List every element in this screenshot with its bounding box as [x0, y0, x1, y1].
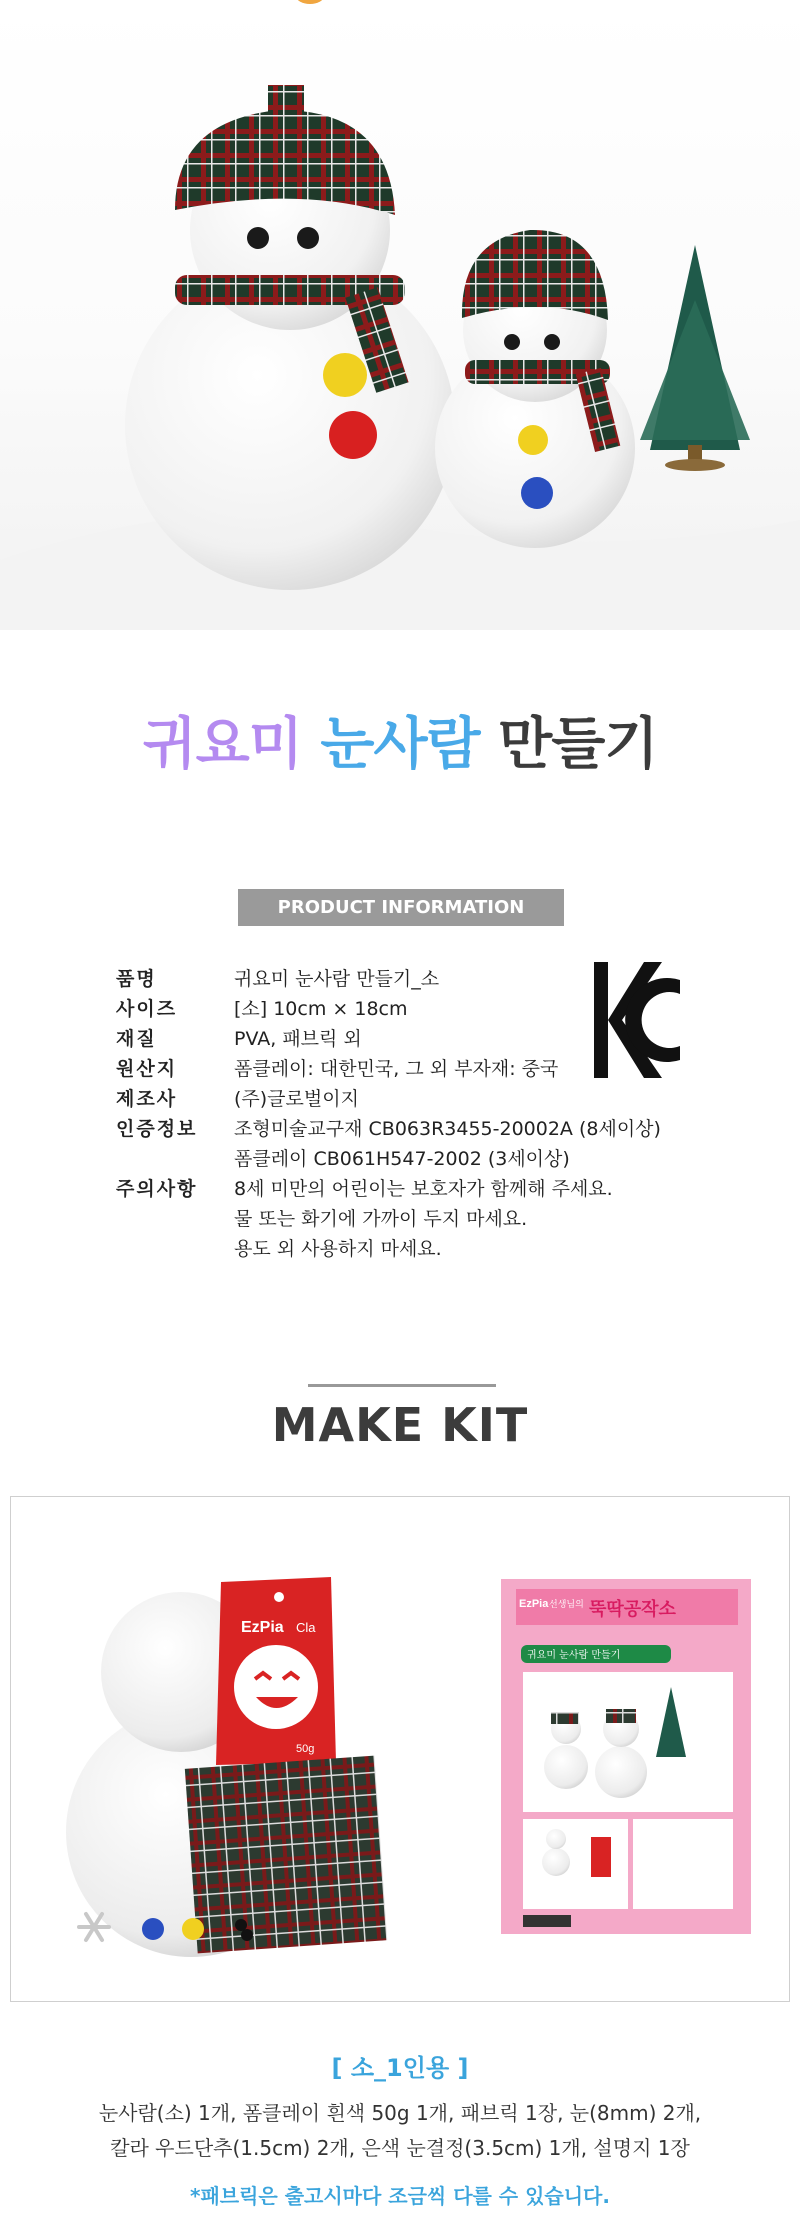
info-row-name: [116, 964, 661, 994]
tree-icon: [640, 245, 750, 471]
blue-button-icon: [142, 1918, 164, 1940]
info-value-line: 8세 미만의 어린이는 보호자가 함께해 주세요.: [234, 1178, 613, 1200]
make-kit-divider: [308, 1384, 496, 1387]
info-value-lines: [234, 1114, 661, 1174]
package-product-name: 귀요미 눈사람 만들기: [527, 1650, 621, 1661]
package-brand: EzPia: [519, 1598, 549, 1610]
title-part-2: 눈사람: [320, 712, 480, 777]
kit-contents-line: 칼라 우드단추(1.5cm) 2개, 은색 눈결정(3.5cm) 1개, 설명지 1장: [110, 2136, 690, 2160]
info-value-line: 조형미술교구재 CB063R3455-20002A (8세이상): [234, 1118, 661, 1140]
info-value-line: 용도 외 사용하지 마세요.: [234, 1238, 442, 1260]
info-label: 주의사항: [116, 1178, 198, 1200]
info-label: 제조사: [116, 1088, 178, 1110]
kit-contents-heading: [ 소_1인용 ]: [331, 2054, 469, 2082]
title-part-3: 만들기: [498, 712, 658, 777]
eye-bead-icon: [241, 1929, 253, 1941]
kit-contents-list: [0, 2096, 800, 2166]
info-label: 인증정보: [116, 1118, 198, 1140]
info-row-manufacturer: [116, 1084, 661, 1114]
hero-photo: [0, 0, 800, 630]
title-part-1: 귀요미: [142, 712, 302, 777]
kit-photo-illustration: [11, 1497, 790, 2002]
snowman-photo-illustration: [0, 0, 800, 630]
product-info-heading: PRODUCT INFORMATION: [238, 889, 564, 926]
kit-photo-box: [10, 1496, 790, 2002]
plaid-fabric: [185, 1756, 387, 1954]
yellow-button-icon: [182, 1918, 204, 1940]
info-label: 사이즈: [116, 998, 178, 1020]
kc-certification-icon: [592, 960, 682, 1080]
info-row-origin: [116, 1054, 661, 1084]
info-label: 재질: [116, 1028, 157, 1050]
info-value-lines: [234, 1174, 613, 1264]
kit-contents-line: 눈사람(소) 1개, 폼클레이 흰색 50g 1개, 패브릭 1장, 눈(8mm) 2개,: [98, 2101, 702, 2125]
big-snowman: [125, 85, 455, 590]
page-title: [0, 700, 800, 780]
info-label: 품명: [116, 968, 157, 990]
product-info-table: [116, 964, 661, 1264]
instruction-package: [501, 1579, 751, 1934]
info-row-material: [116, 1024, 661, 1054]
info-label: 원산지: [116, 1058, 178, 1080]
info-value-line: 폼클레이 CB061H547-2002 (3세이상): [234, 1148, 570, 1170]
info-value: 폼클레이: 대한민국, 그 외 부자재: 중국: [234, 1058, 559, 1080]
info-row-certification: [116, 1114, 661, 1174]
info-row-size: [116, 994, 661, 1024]
info-value: (주)글로벌이지: [234, 1088, 359, 1110]
info-value: 귀요미 눈사람 만들기_소: [234, 968, 440, 990]
info-value: [소] 10cm × 18cm: [234, 998, 408, 1020]
info-row-caution: [116, 1174, 661, 1264]
clay-label: Cla: [296, 1620, 316, 1635]
small-snowman: [435, 230, 635, 548]
package-series-title: 뚝딱공작소: [589, 1599, 676, 1620]
clay-weight: 50g: [296, 1743, 315, 1755]
info-value-line: 물 또는 화기에 가까이 두지 마세요.: [234, 1208, 528, 1230]
info-value: PVA, 패브릭 외: [234, 1028, 362, 1050]
package-series: 선생님의: [549, 1600, 584, 1610]
eye-bead-icon: [235, 1919, 247, 1931]
fabric-note: *패브릭은 출고시마다 조금씩 다를 수 있습니다.: [190, 2184, 610, 2208]
make-kit-title: MAKE KIT: [271, 1398, 529, 1452]
clay-brand: EzPia: [241, 1619, 284, 1636]
clay-pouch: [216, 1577, 336, 1765]
